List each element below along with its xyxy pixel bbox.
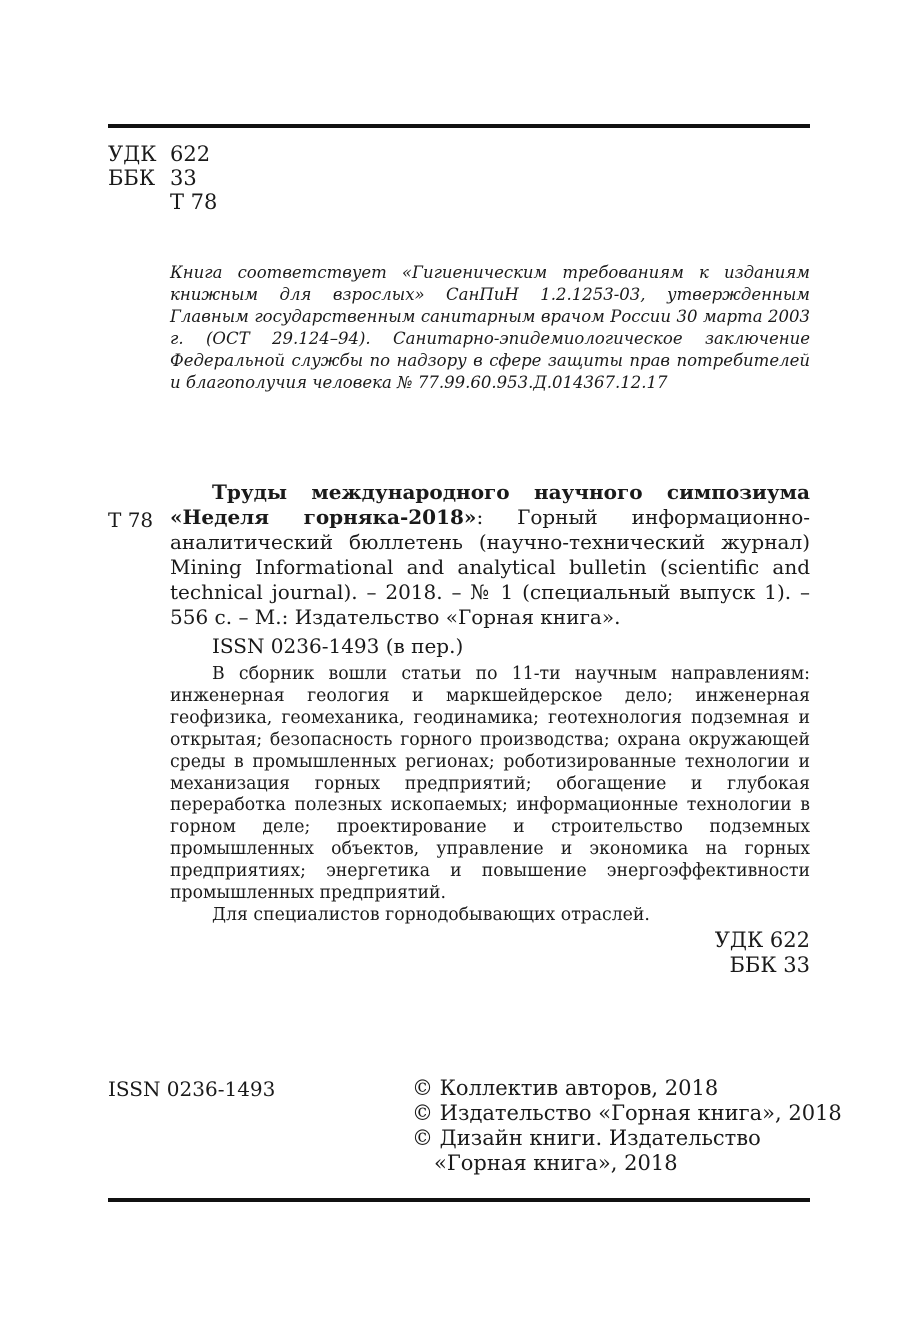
copyright-line: © Дизайн книги. Издательство	[412, 1126, 761, 1150]
book-title: Труды международного научного симпозиума «Неделя горняка-2018»	[170, 480, 810, 529]
footer-issn: ISSN 0236-1493	[108, 1077, 276, 1101]
bbk-label: ББК	[108, 166, 156, 190]
bibliographic-record	[170, 480, 810, 630]
hygiene-notice: Книга соответствует «Гигиеническим требованиям к изданиям книжным для взрослых» СанПиН 1.2.1253-03, утвержденным Главным государственным санитарным врачом России 30 марта 2003 г. (ОСТ 29.124–94). Санитарно-эпидемиологическое заключение Федеральной службы по надзору в сфере защиты прав потребителей и благополучия человека № 77.99.60.953.Д.014367.12.17	[170, 263, 810, 392]
udk-value: 622	[170, 142, 211, 166]
issn-binding: ISSN 0236-1493 (в пер.)	[212, 634, 464, 658]
abstract-audience: Для специалистов горнодобывающих отраслей.	[212, 904, 650, 925]
bbk-right: ББК 33	[729, 953, 810, 977]
bibliographic-mark: Т 78	[108, 508, 154, 532]
copyright-line: © Коллектив авторов, 2018	[412, 1076, 719, 1100]
abstract	[170, 664, 810, 927]
copyright-block	[412, 1076, 842, 1176]
udk-label: УДК	[108, 142, 157, 166]
top-rule	[108, 124, 810, 128]
copyright-line: © Издательство «Горная книга», 2018	[412, 1101, 842, 1125]
copyright-line: «Горная книга», 2018	[434, 1151, 678, 1175]
classification-codes	[108, 142, 217, 214]
classification-right	[715, 928, 810, 978]
bbk-value: 33	[170, 166, 197, 190]
bottom-rule	[108, 1198, 810, 1202]
udk-right: УДК 622	[714, 928, 810, 952]
abstract-body: В сборник вошли статьи по 11-ти научным направлениям: инженерная геология и маркшейдерское дело; инженерная геофизика, геомеханика, геодинамика; геотехнология подземная и открытая; безопасность горного производства; охрана окружающей среды в промышленных регионах; роботизированные технологии и механизация горных предприятий; обогащение и глубокая переработка полезных ископаемых; информационные технологии в горном деле; проектирование и строительство подземных промышленных объектов, управление и экономика на горных предприятиях; энергетика и повышение энергоэффективности промышленных предприятий.	[170, 664, 810, 904]
book-description: : Горный информационно-аналитический бюллетень (научно-технический журнал) Mining Informational and analytical bulletin (scientific and technical journal). – 2018. – № 1 (специальный выпуск 1). – 556 с. – М.: Издательство «Горная книга».	[170, 505, 810, 629]
author-mark: Т 78	[170, 190, 218, 214]
